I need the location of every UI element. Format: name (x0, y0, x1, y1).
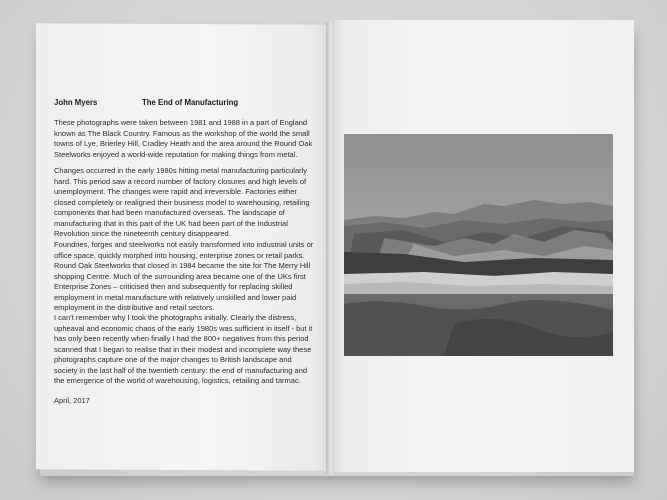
date-line: April, 2017 (54, 396, 90, 405)
booklet-spine (326, 22, 334, 474)
landscape-photograph (344, 134, 613, 356)
author-name: John Myers (54, 98, 98, 107)
booklet-title: The End of Manufacturing (142, 98, 239, 107)
paragraph-2: Changes occurred in the early 1980s hitting metal manufacturing particularly hard. This period saw a record number of factory closures and high levels of unemployment. The changes were rapid and irreversible. Factories either closed completely or realigned their business model to warehousing, retailing components that had been manufactured overseas. The landscape of manufacturing that in this part of the UK had been part of the Industrial Revolution since the nineteenth century disappeared. (54, 166, 310, 238)
paragraph-4: I can't remember why I took the photographs initially. Clearly the distress, upheaval and economic chaos of the early 1980s was sufficient in itself - but it has only been recently when finally I had the 800+ negatives from this period scanned that I began to realise that in their modest and incomplete way these photographs capture one of the major changes to British landscape and society in the last half of the twentieth century: the end of manufacturing and the emergence of the world of warehousing, logistics, retailing and tarmac. (54, 313, 313, 385)
paragraph-3: Foundries, forges and steelworks not easily transformed into industrial units or office space, quickly morphed into housing, enterprise zones or retail parks. Round Oak Steelworks that closed in 1984 became the site for The Merry Hill shopping Centre. Much of the surrounding area became one of the UKs first Enterprise Zones – criticised then and subsequently for replacing skilled employment in metal manufacture with relatively unskilled and lower paid employment in the distributive and retail sectors. (54, 240, 314, 312)
paragraph-1: These photographs were taken between 1981 and 1988 in a part of England known as The Black Country. Famous as the workshop of the world the small towns of Lye, Brierley Hill, Cradley Heath and the area around the Round Oak Steelworks enjoyed a world-wide reputation for making things from metal. (54, 118, 313, 159)
